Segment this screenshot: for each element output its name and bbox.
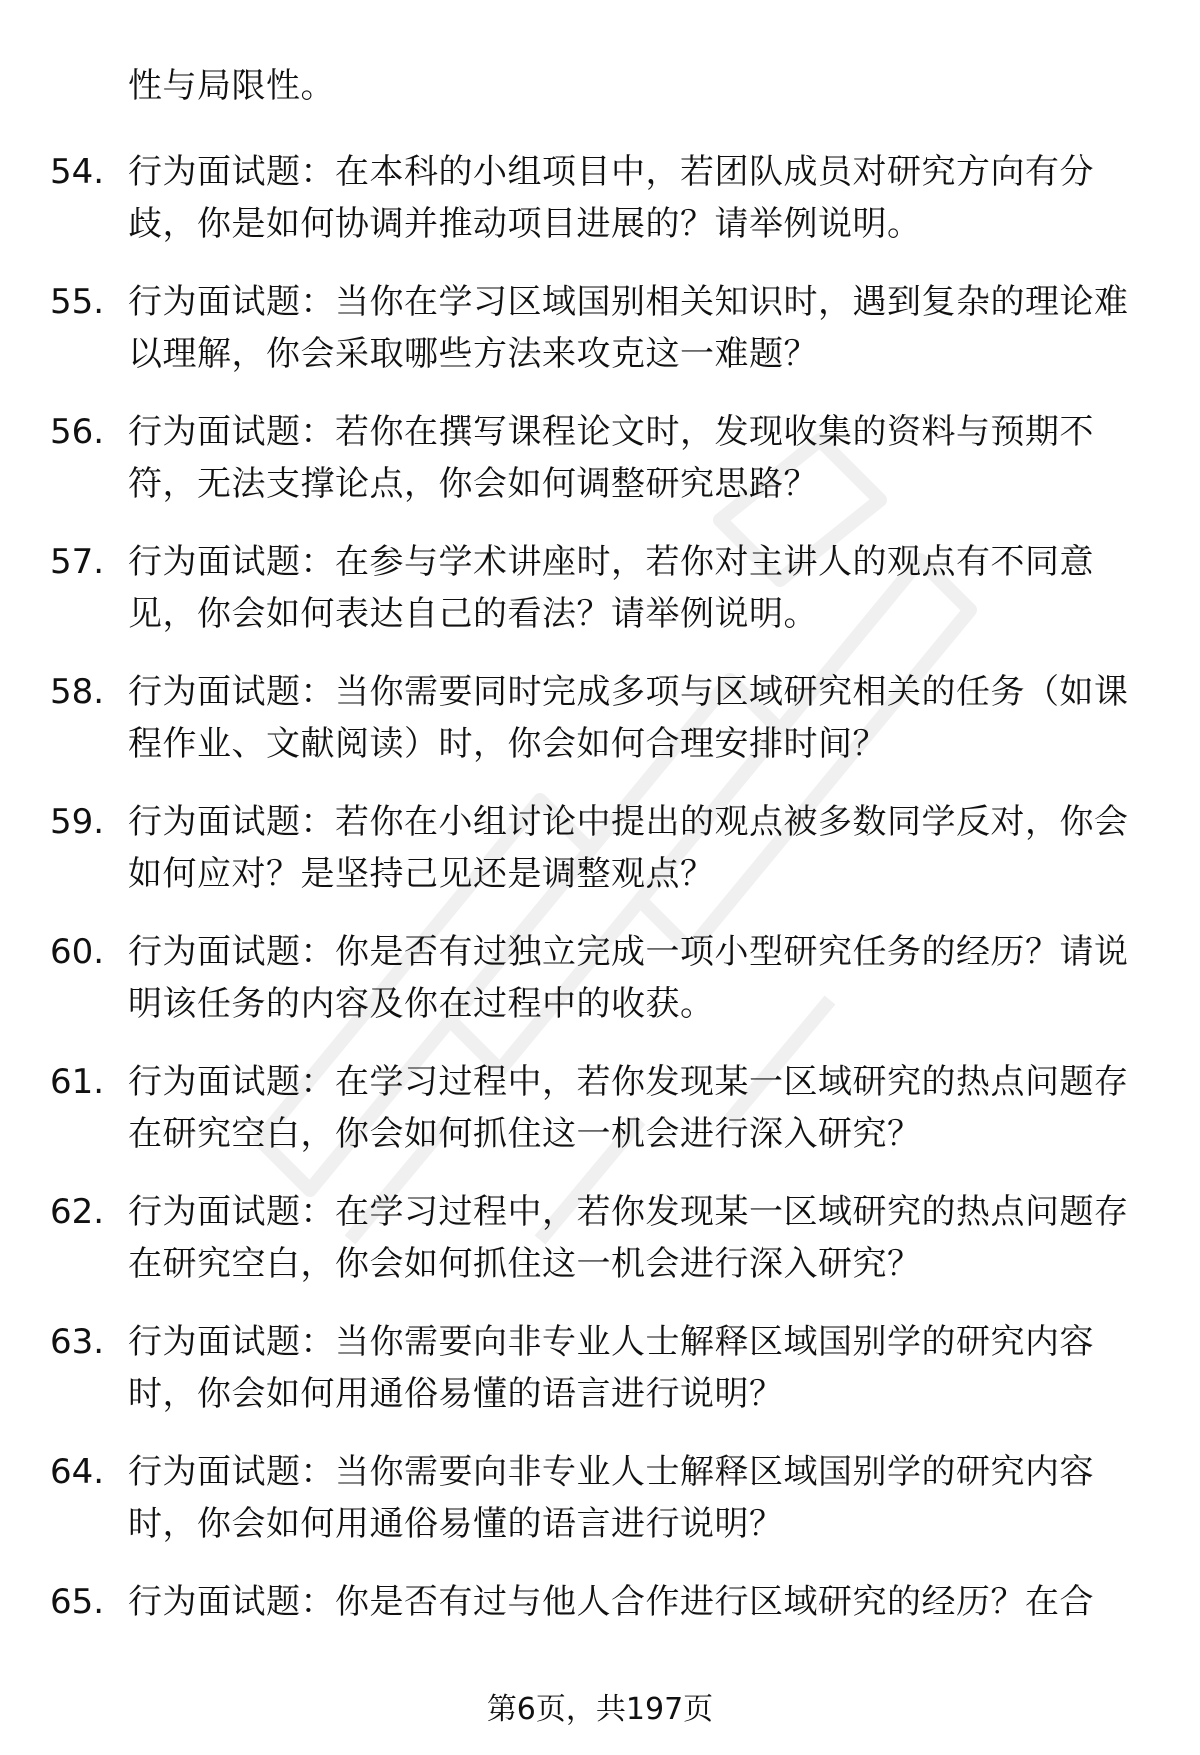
list-item — [50, 1316, 1150, 1446]
question-number: 56. — [50, 412, 105, 452]
question-text: 行为面试题：你是否有过独立完成一项小型研究任务的经历？请说明该任务的内容及你在过程中的收获。 — [128, 932, 1129, 1024]
list-item — [50, 796, 1150, 926]
question-list — [50, 146, 1150, 1706]
question-text: 行为面试题：你是否有过与他人合作进行区域研究的经历？在合 — [128, 1582, 1094, 1622]
page-number-footer: 第6页，共197页 — [486, 1692, 714, 1727]
question-number: 65. — [50, 1582, 105, 1622]
question-text: 行为面试题：当你需要向非专业人士解释区域国别学的研究内容时，你会如何用通俗易懂的语言进行说明？ — [128, 1322, 1094, 1414]
list-item — [50, 1186, 1150, 1316]
question-number: 64. — [50, 1452, 105, 1492]
question-text: 行为面试题：在参与学术讲座时，若你对主讲人的观点有不同意见，你会如何表达自己的看法？请举例说明。 — [128, 542, 1094, 634]
question-number: 59. — [50, 802, 105, 842]
list-item — [50, 276, 1150, 406]
question-number: 60. — [50, 932, 105, 972]
question-text: 行为面试题：在学习过程中，若你发现某一区域研究的热点问题存在研究空白，你会如何抓住这一机会进行深入研究？ — [128, 1062, 1129, 1154]
question-number: 62. — [50, 1192, 105, 1232]
question-number: 57. — [50, 542, 105, 582]
question-text: 行为面试题：当你在学习区域国别相关知识时，遇到复杂的理论难以理解，你会采取哪些方法来攻克这一难题？ — [128, 282, 1129, 374]
question-number: 54. — [50, 152, 105, 192]
question-text: 行为面试题：当你需要向非专业人士解释区域国别学的研究内容时，你会如何用通俗易懂的语言进行说明？ — [128, 1452, 1094, 1544]
question-text: 行为面试题：若你在小组讨论中提出的观点被多数同学反对，你会如何应对？是坚持己见还是调整观点？ — [128, 802, 1129, 894]
list-item — [50, 536, 1150, 666]
list-item — [50, 1446, 1150, 1576]
list-item — [50, 406, 1150, 536]
question-number: 61. — [50, 1062, 105, 1102]
list-item — [50, 1056, 1150, 1186]
question-text: 行为面试题：若你在撰写课程论文时，发现收集的资料与预期不符，无法支撑论点，你会如何调整研究思路？ — [128, 412, 1094, 504]
question-number: 55. — [50, 282, 105, 322]
list-item — [50, 666, 1150, 796]
question-text: 行为面试题：在本科的小组项目中，若团队成员对研究方向有分歧，你是如何协调并推动项目进展的？请举例说明。 — [128, 152, 1094, 244]
continuation-text: 性与局限性。 — [128, 66, 335, 106]
question-number: 58. — [50, 672, 105, 712]
question-text: 行为面试题：在学习过程中，若你发现某一区域研究的热点问题存在研究空白，你会如何抓住这一机会进行深入研究？ — [128, 1192, 1129, 1284]
question-text: 行为面试题：当你需要同时完成多项与区域研究相关的任务（如课程作业、文献阅读）时，你会如何合理安排时间？ — [128, 672, 1129, 764]
list-item — [50, 146, 1150, 276]
list-item — [50, 926, 1150, 1056]
list-item — [50, 1576, 1150, 1706]
question-number: 63. — [50, 1322, 105, 1362]
